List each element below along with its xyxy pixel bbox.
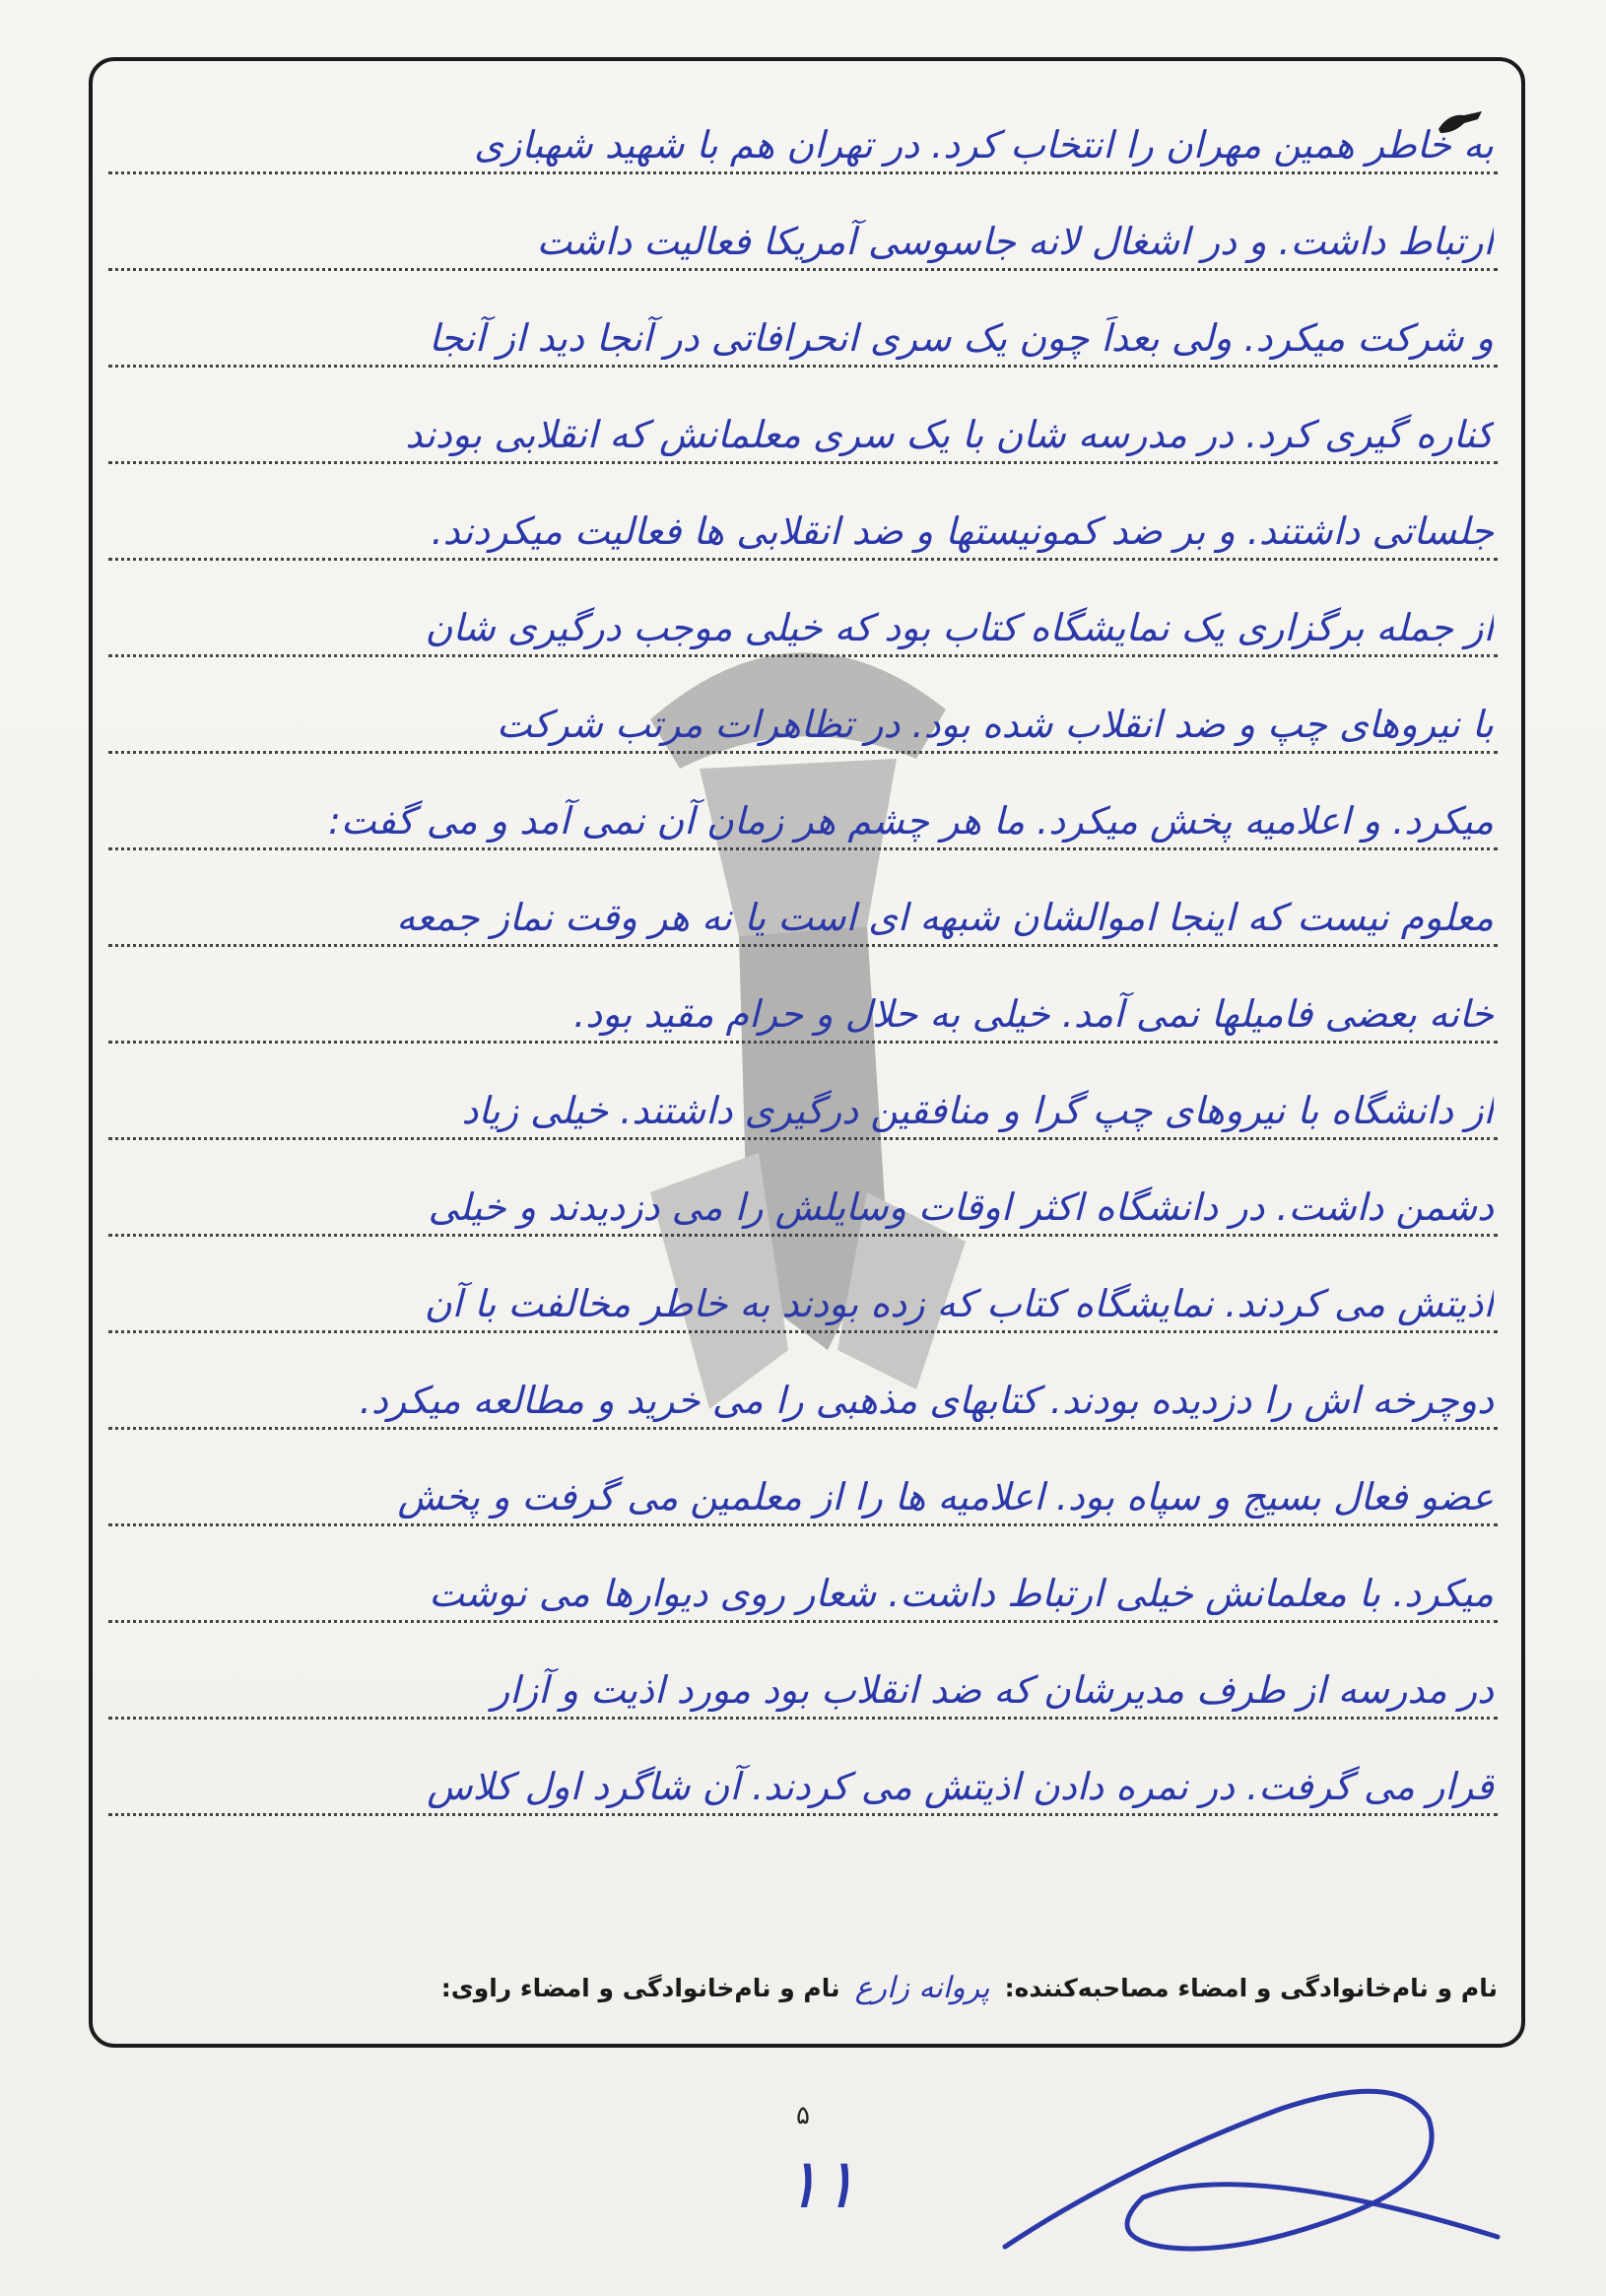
text-line — [108, 1059, 1498, 1150]
dotted-ruling — [108, 751, 1498, 754]
text-line — [108, 94, 1498, 184]
dotted-ruling — [108, 1041, 1498, 1044]
dotted-ruling — [108, 654, 1498, 657]
dotted-ruling — [108, 944, 1498, 947]
handwritten-line: قرار می گرفت. در نمره دادن اذیتش می کردند. آن شاگرد اول کلاس — [427, 1765, 1494, 1808]
dotted-ruling — [108, 1427, 1498, 1430]
handwritten-line: معلوم نیست که اینجا اموالشان شبهه ای است یا نه هر وقت نماز جمعه — [396, 896, 1494, 939]
handwritten-line: به خاطر همین مهران را انتخاب کرد. در تهران هم با شهید شهبازی — [474, 123, 1494, 167]
handwritten-line: میکرد. با معلمانش خیلی ارتباط داشت. شعار روی دیوارها می نوشت — [429, 1572, 1494, 1615]
handwritten-line: خانه بعضی فامیلها نمی آمد. خیلی به حلال و حرام مقید بود. — [573, 992, 1494, 1036]
handwritten-line: دشمن داشت. در دانشگاه اکثر اوقات وسایلش را می دزدیدند و خیلی — [428, 1185, 1494, 1229]
signature-scribble — [985, 2050, 1537, 2286]
text-line — [108, 1735, 1498, 1826]
handwritten-page-number: ۱۱ — [783, 2143, 858, 2224]
page-number: ۵ — [796, 2101, 810, 2130]
text-line — [108, 866, 1498, 957]
handwritten-line: از جمله برگزاری یک نمایشگاه کتاب بود که خیلی موجب درگیری شان — [425, 606, 1494, 649]
dotted-ruling — [108, 847, 1498, 850]
handwritten-line: اذیتش می کردند. نمایشگاه کتاب که زده بودند به خاطر مخالفت با آن — [424, 1282, 1494, 1325]
handwritten-line: و شرکت میکرد. ولی بعداً چون یک سری انحرافاتی در آنجا دید از آنجا — [429, 316, 1494, 360]
dotted-ruling — [108, 1234, 1498, 1237]
handwritten-line: میکرد. و اعلامیه پخش میکرد. ما هر چشم هر زمان آن نمی آمد و می گفت: — [328, 799, 1494, 843]
text-line — [108, 1446, 1498, 1536]
text-line — [108, 963, 1498, 1053]
signature-footer — [108, 1971, 1498, 2020]
handwritten-line: از دانشگاه با نیروهای چپ گرا و منافقین درگیری داشتند. خیلی زیاد — [461, 1089, 1494, 1132]
text-line — [108, 1349, 1498, 1440]
dotted-ruling — [108, 1813, 1498, 1816]
dotted-ruling — [108, 1523, 1498, 1526]
text-line — [108, 1639, 1498, 1729]
handwritten-line: عضو فعال بسیج و سپاه بود. اعلامیه ها را از معلمین می گرفت و پخش — [397, 1475, 1494, 1519]
writing-area — [108, 94, 1498, 1966]
text-line — [108, 673, 1498, 764]
dotted-ruling — [108, 1137, 1498, 1140]
text-line — [108, 770, 1498, 860]
text-line — [108, 190, 1498, 281]
narrator-label: نام و نام‌خانوادگی و امضاء راوی: — [440, 1974, 840, 2002]
text-line — [108, 1156, 1498, 1247]
text-line — [108, 383, 1498, 474]
dotted-ruling — [108, 365, 1498, 368]
dotted-ruling — [108, 1620, 1498, 1623]
text-line — [108, 287, 1498, 377]
handwritten-line: ارتباط داشت. و در اشغال لانه جاسوسی آمریکا فعالیت داشت — [536, 220, 1494, 263]
dotted-ruling — [108, 1330, 1498, 1333]
handwritten-line: با نیروهای چپ و ضد انقلاب شده بود. در تظاهرات مرتب شرکت — [496, 703, 1494, 746]
dotted-ruling — [108, 268, 1498, 271]
dotted-ruling — [108, 171, 1498, 174]
interviewer-label: نام و نام‌خانوادگی و امضاء مصاحبه‌کننده: — [1004, 1974, 1498, 2002]
interviewer-name: پروانه زارع — [854, 1971, 990, 2005]
text-line — [108, 576, 1498, 667]
text-line — [108, 1252, 1498, 1343]
handwritten-line: دوچرخه اش را دزدیده بودند. کتابهای مذهبی را می خرید و مطالعه میکرد. — [359, 1379, 1494, 1422]
dotted-ruling — [108, 461, 1498, 464]
dotted-ruling — [108, 558, 1498, 561]
dotted-ruling — [108, 1717, 1498, 1720]
text-line — [108, 1542, 1498, 1633]
handwritten-line: جلساتی داشتند. و بر ضد کمونیستها و ضد انقلابی ها فعالیت میکردند. — [431, 509, 1494, 553]
text-line — [108, 480, 1498, 571]
handwritten-line: در مدرسه از طرف مدیرشان که ضد انقلاب بود مورد اذیت و آزار — [491, 1668, 1494, 1712]
handwritten-line: کناره گیری کرد. در مدرسه شان با یک سری معلمانش که انقلابی بودند — [405, 413, 1494, 456]
